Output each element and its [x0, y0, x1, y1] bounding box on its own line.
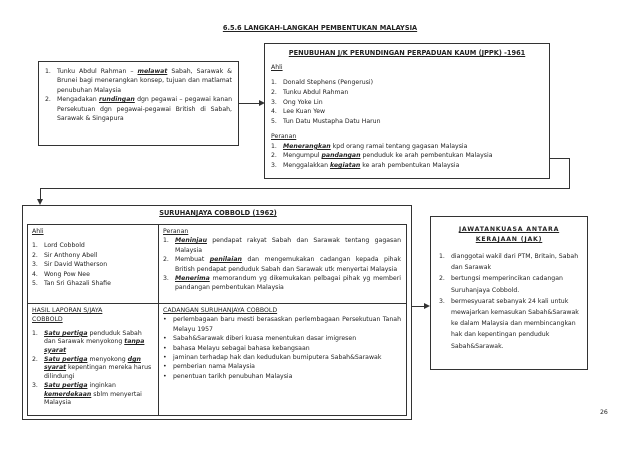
- item-text: Sabah&Sarawak diberi kuasa menentukan dasar imigresen: [173, 335, 357, 343]
- cobbold-cadangan-item: [163, 344, 401, 353]
- text-post: dan mengemukakan cadangan kepada pihak British pendapat penduduk Sabah dan Sarawak utk menyertai Malaysia: [175, 256, 401, 273]
- text: Tun Datu Mustapha Datu Harun: [283, 117, 381, 125]
- jak-item: [439, 296, 579, 352]
- text-emphasis: melawat: [137, 68, 168, 75]
- text-emphasis: rundingan: [98, 96, 135, 104]
- jak-title-1: JAWATANKUASA ANTARA: [458, 226, 560, 233]
- text-post: penduduk Sabah dan Sarawak menyokong: [44, 329, 142, 346]
- cobbold-ahli-item: [32, 270, 154, 279]
- item-number: 2.: [45, 96, 51, 104]
- item-text: [283, 117, 543, 127]
- item-text: penentuan tarikh penubuhan Malaysia: [173, 372, 293, 380]
- jppk-ahli-item: [271, 107, 543, 117]
- text-post-2: sblm menyertai Malaysia: [44, 390, 142, 407]
- jppk-ahli-item: [271, 117, 543, 127]
- connector-vertical-right: [569, 158, 570, 189]
- cobbold-ahli-item: [32, 260, 154, 269]
- item-text: [283, 107, 543, 117]
- jppk-peranan-item: [271, 151, 543, 161]
- item-number: 2.: [271, 152, 277, 160]
- cobbold-cadangan-item: [163, 334, 401, 343]
- cobbold-peranan-item: [163, 255, 401, 274]
- item-number: 4.: [32, 270, 38, 278]
- text-pre: Menggalakkan: [283, 161, 330, 169]
- left-list-item: [45, 67, 232, 95]
- item-number: 3.: [271, 98, 277, 106]
- text-pre: Mengadakan: [57, 96, 99, 104]
- jppk-ahli-label: Ahli: [271, 64, 283, 71]
- jak-title-2: KERAJAAN (JAK): [475, 236, 543, 243]
- cobbold-hasil-item: [32, 382, 154, 407]
- cobbold-cadangan-item: [163, 353, 401, 362]
- item-text: [44, 356, 154, 381]
- text-emphasis: Menerima: [175, 275, 210, 283]
- cobbold-ahli-label: Ahli: [32, 228, 44, 235]
- text: Tan Sri Ghazali Shafie: [44, 280, 111, 288]
- cobbold-title: SURUHANJAYA COBBOLD (1962): [159, 209, 277, 217]
- item-number: 1.: [271, 79, 277, 87]
- item-text: [451, 273, 579, 295]
- item-text: [44, 330, 154, 355]
- item-text: perlembagaan baru mesti berasaskan perlembagaan Persekutuan Tanah Melayu 1957: [173, 316, 401, 333]
- text: Wong Pow Nee: [44, 270, 90, 278]
- item-number: 3.: [32, 261, 38, 269]
- text: Sir Anthony Abell: [44, 251, 98, 259]
- text: Sir David Watherson: [44, 261, 108, 269]
- text-pre: Tunku Abdul Rahman –: [57, 68, 138, 75]
- bullet-icon: •: [163, 372, 167, 380]
- item-text: [175, 274, 401, 293]
- item-text: [44, 270, 154, 279]
- jppk-box: [264, 43, 550, 179]
- cobbold-ahli-item: [32, 241, 154, 250]
- cobbold-ahli-section: [32, 227, 154, 288]
- jppk-title: PENUBUHAN J/K PERUNDINGAN PERPADUAN KAUM (JPPK) -1961: [288, 49, 526, 57]
- item-text: [283, 78, 543, 88]
- item-text: [283, 142, 543, 152]
- cobbold-inner: [27, 224, 407, 416]
- item-number: 5.: [271, 117, 277, 125]
- text-emphasis: Satu pertiga: [44, 329, 88, 337]
- cobbold-hasil-item: [32, 330, 154, 355]
- bullet-icon: •: [163, 316, 167, 324]
- text-post: memorandum yg dikemukakan pelbagai pihak yg memberi pandangan pembentukan Malaysia: [175, 275, 401, 292]
- jppk-peranan-label: Peranan: [271, 133, 297, 141]
- item-text: [283, 98, 543, 108]
- text-pre: Membuat: [175, 256, 210, 264]
- item-text: [44, 241, 154, 250]
- item-number: 1.: [439, 253, 445, 260]
- cobbold-cadangan-item: [163, 315, 401, 334]
- jppk-peranan-item: [271, 142, 543, 152]
- item-text: [57, 67, 232, 95]
- item-number: 1.: [32, 242, 38, 250]
- item-text: [283, 88, 543, 98]
- bullet-icon: •: [163, 344, 167, 352]
- cobbold-hasil-item: [32, 356, 154, 381]
- item-number: 1.: [163, 237, 169, 245]
- item-text: [57, 95, 232, 123]
- item-number: 2.: [163, 256, 169, 264]
- jak-item: [439, 251, 579, 273]
- cobbold-ahli-item: [32, 251, 154, 260]
- text-post-2: kepentingan mereka harus dilindungi: [44, 364, 152, 380]
- item-number: 2.: [439, 275, 445, 283]
- cobbold-box: [22, 205, 412, 420]
- cobbold-peranan-item: [163, 236, 401, 255]
- jppk-ahli-item: [271, 78, 543, 88]
- item-number: 1.: [45, 68, 51, 75]
- cobbold-cadangan-section: [163, 306, 401, 381]
- item-number: 3.: [163, 275, 169, 283]
- cobbold-peranan-item: [163, 274, 401, 293]
- jak-box: [430, 216, 588, 370]
- item-text: [44, 279, 154, 288]
- cobbold-ahli-item: [32, 279, 154, 288]
- text-pre: Mengumpul: [283, 152, 322, 160]
- item-number: 1.: [271, 142, 277, 150]
- text-post: pendapat rakyat Sabah dan Sarawak tentang gagasan Malaysia: [175, 237, 401, 254]
- cobbold-cadangan-label: CADANGAN SURUHANJAYA COBBOLD: [163, 307, 278, 314]
- text-emphasis: pandangan: [321, 152, 361, 160]
- text: dianggotai wakil dari PTM, Britain, Sabah dan Sarawak: [451, 253, 579, 272]
- cobbold-peranan-label: Peranan: [163, 228, 189, 235]
- text-emphasis: Satu pertiga: [44, 382, 88, 390]
- page-heading: 6.5.6 LANGKAH-LANGKAH PEMBENTUKAN MALAYSIA: [222, 24, 418, 32]
- cobbold-hasil-label-2: COBBOLD: [32, 316, 63, 324]
- arrow-left-to-jppk: [239, 103, 261, 104]
- jak-item: [439, 273, 579, 295]
- text-emphasis: kegiatan: [329, 161, 361, 169]
- item-text: bahasa Melayu sebagai bahasa kebangsaan: [173, 344, 310, 352]
- text-emphasis-2: tanpa syarat: [44, 338, 145, 354]
- item-number: 3.: [32, 382, 38, 390]
- connector-jppk-right: [550, 158, 570, 159]
- item-number: 2.: [271, 89, 277, 96]
- item-text: [175, 255, 401, 274]
- cobbold-hasil-section: [32, 306, 154, 408]
- jppk-ahli-item: [271, 98, 543, 108]
- text: Lord Cobbold: [44, 242, 85, 250]
- page-number: 26: [600, 409, 608, 416]
- text-emphasis: Menerangkan: [283, 142, 331, 150]
- text-post: menyokong: [87, 356, 128, 364]
- bullet-icon: •: [163, 354, 167, 362]
- item-text: [44, 260, 154, 269]
- text-post: kpd orang ramai tentang gagasan Malaysia: [330, 142, 468, 150]
- text-post: penduduk ke arah pembentukan Malaysia: [360, 152, 493, 160]
- jppk-ahli-item: [271, 88, 543, 98]
- item-number: 1.: [32, 329, 38, 337]
- cobbold-cadangan-item: [163, 372, 401, 381]
- text-post: dgn pegawai – pegawai kanan Persekutuan dgn pegawai-pegawai British di Sabah, Sarawak & Singapura: [57, 96, 232, 123]
- jppk-peranan-item: [271, 161, 543, 171]
- cobbold-hasil-label-1: HASIL LAPORAN S/JAYA: [32, 307, 103, 314]
- text: Tunku Abdul Rahman: [283, 89, 349, 96]
- item-number: 2.: [32, 251, 38, 259]
- text-post: Sabah, Sarawak & Brunei bagi menerangkan konsep, tujuan dan matlamat penubuhan Malaysia: [57, 68, 232, 94]
- item-text: [44, 251, 154, 260]
- divider-vertical: [158, 225, 159, 415]
- item-text: [44, 382, 154, 407]
- text: bermesyuarat sebanyak 24 kali untuk mewajarkan kemasukan Sabah&Sarawak ke dalam Malaysia dan membincangkan hak dan kepentingan penduduk Sabah&Sarawak.: [451, 297, 579, 350]
- item-number: 4.: [271, 108, 277, 116]
- text: Lee Kuan Yew: [283, 108, 326, 116]
- item-text: [283, 161, 543, 171]
- divider-horizontal: [28, 303, 406, 304]
- left-list-item: [45, 95, 232, 123]
- text-post: inginkan: [87, 382, 116, 390]
- item-number: 3.: [271, 161, 277, 169]
- left-box: [38, 61, 239, 146]
- text-emphasis-2: kemerdekaan: [44, 390, 92, 398]
- bullet-icon: •: [163, 335, 167, 343]
- bullet-icon: •: [163, 363, 167, 371]
- cobbold-peranan-section: [163, 227, 401, 293]
- text: Ong Yoke Lin: [283, 98, 323, 106]
- text-emphasis-2: dgn syarat: [44, 356, 141, 372]
- text: bertungsi memperincikan cadangan Suruhanjaya Cobbold.: [451, 275, 563, 294]
- item-number: 3.: [439, 297, 445, 305]
- text-emphasis: penilaian: [209, 256, 242, 264]
- item-text: [451, 296, 579, 352]
- item-text: [175, 236, 401, 255]
- connector-horizontal: [40, 188, 570, 189]
- item-text: pemberian nama Malaysia: [173, 363, 255, 371]
- text: Donald Stephens (Pengerusi): [283, 79, 374, 87]
- item-text: jaminan terhadap hak dan kedudukan bumiputera Sabah&Sarawak: [173, 354, 382, 362]
- text-emphasis: Satu pertiga: [44, 356, 88, 364]
- item-text: [451, 251, 579, 273]
- item-number: 2.: [32, 356, 38, 364]
- text-post: ke arah pembentukan Malaysia: [360, 161, 460, 169]
- item-number: 5.: [32, 280, 38, 288]
- text-emphasis: Meninjau: [175, 237, 207, 245]
- item-text: [283, 151, 543, 161]
- cobbold-cadangan-item: [163, 362, 401, 371]
